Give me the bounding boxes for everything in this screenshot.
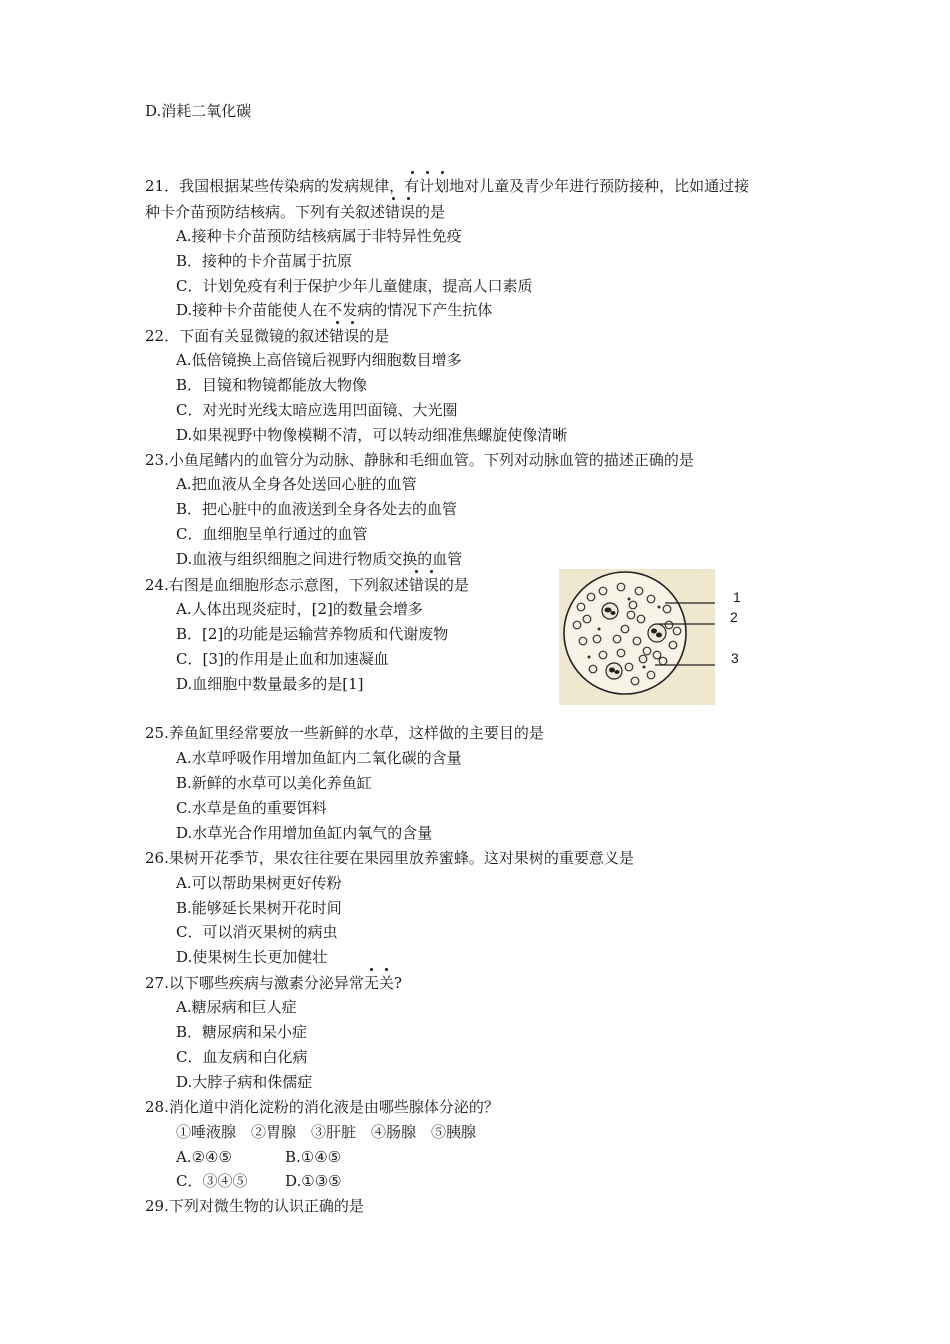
q27-option-a: A.糖尿病和巨人症 — [176, 998, 297, 1016]
emphasis-char: 划 — [434, 177, 450, 195]
blood-smear-illustration — [559, 569, 715, 705]
q22-option-a: A.低倍镜换上高倍镜后视野内细胞数目增多 — [176, 351, 462, 369]
q23-option-c: C．血细胞呈单行通过的血管 — [176, 525, 368, 543]
q21-option-a: A.接种卡介苗预防结核病属于非特异性免疫 — [176, 227, 462, 245]
q28-option-b: B.①④⑤ — [285, 1148, 342, 1166]
emphasis-char: 错 — [408, 576, 424, 594]
emphasis-char: 关 — [378, 974, 394, 992]
question-25-stem: 25.养鱼缸里经常要放一些新鲜的水草，这样做的主要目的是 — [145, 724, 544, 742]
q25-option-b: B.新鲜的水草可以美化养鱼缸 — [176, 774, 372, 792]
emphasis-char: 误 — [344, 327, 360, 345]
question-27-stem: 27.以下哪些疾病与激素分泌异常无关? — [145, 974, 402, 992]
emphasis-char: 计 — [419, 177, 435, 195]
emphasis-char: 错 — [329, 327, 345, 345]
question-22-stem: 22．下面有关显微镜的叙述错误的是 — [145, 327, 390, 345]
q24-option-a: A.人体出现炎症时，[2]的数量会增多 — [176, 600, 423, 618]
q27-option-b: B．糖尿病和呆小症 — [176, 1023, 308, 1041]
q25-option-c: C.水草是鱼的重要饵料 — [176, 799, 327, 817]
q21-option-d: D.接种卡介苗能使人在不发病的情况下产生抗体 — [176, 301, 493, 319]
question-23-stem: 23.小鱼尾鳍内的血管分为动脉、静脉和毛细血管。下列对动脉血管的描述正确的是 — [145, 451, 694, 469]
q26-option-d: D.使果树生长更加健壮 — [176, 948, 328, 966]
question-24-stem: 24.右图是血细胞形态示意图，下列叙述错误的是 — [145, 576, 469, 594]
question-21-stem-line1: 21．我国根据某些传染病的发病规律，有计划地对儿童及青少年进行预防接种，比如通过接 — [145, 177, 750, 195]
emphasis-char: 误 — [400, 203, 416, 221]
question-26-stem: 26.果树开花季节，果农往往要在果园里放养蜜蜂。这对果树的重要意义是 — [145, 849, 634, 867]
q28-option-a: A.②④⑤ — [176, 1148, 232, 1166]
q24-option-c: C．[3]的作用是止血和加速凝血 — [176, 650, 389, 668]
q21-option-c: C．计划免疫有利于保护少年儿童健康，提高人口素质 — [176, 277, 533, 295]
q24-option-b: B．[2]的功能是运输营养物质和代谢废物 — [176, 625, 449, 643]
question-21-stem-line2: 种卡介苗预防结核病。下列有关叙述错误的是 — [145, 203, 446, 221]
q28-option-d: D.①③⑤ — [285, 1172, 342, 1190]
emphasis-char: 误 — [423, 576, 439, 594]
q22-option-b: B．目镜和物镜都能放大物像 — [176, 376, 368, 394]
q23-option-a: A.把血液从全身各处送回心脏的血管 — [176, 475, 417, 493]
emphasis-char: 无 — [363, 974, 379, 992]
figure-label-2: 2 — [730, 609, 738, 625]
q25-option-a: A.水草呼吸作用增加鱼缸内二氧化碳的含量 — [176, 749, 462, 767]
question-29-stem: 29.下列对微生物的认识正确的是 — [145, 1197, 364, 1215]
q27-option-d: D.大脖子病和侏儒症 — [176, 1073, 313, 1091]
q27-option-c: C．血友病和白化病 — [176, 1048, 308, 1066]
q25-option-d: D.水草光合作用增加鱼缸内氧气的含量 — [176, 824, 433, 842]
top-option: D.消耗二氧化碳 — [145, 102, 252, 120]
q22-option-d: D.如果视野中物像模糊不清，可以转动细准焦螺旋使像清晰 — [176, 426, 568, 444]
q26-option-b: B.能够延长果树开花时间 — [176, 899, 342, 917]
q28-option-c: C．③④⑤ — [176, 1172, 248, 1190]
q23-option-d: D.血液与组织细胞之间进行物质交换的血管 — [176, 550, 463, 568]
q23-option-b: B．把心脏中的血液送到全身各处去的血管 — [176, 500, 458, 518]
q28-gland-list: ①唾液腺 ②胃腺 ③肝脏 ④肠腺 ⑤胰腺 — [176, 1123, 477, 1141]
blood-cell-figure — [559, 569, 715, 705]
q26-option-c: C．可以消灭果树的病虫 — [176, 923, 338, 941]
q24-option-d: D.血细胞中数量最多的是[1] — [176, 675, 364, 693]
figure-label-3: 3 — [731, 650, 739, 666]
question-28-stem: 28.消化道中消化淀粉的消化液是由哪些腺体分泌的？ — [145, 1098, 499, 1116]
emphasis-char: 错 — [385, 203, 401, 221]
q26-option-a: A.可以帮助果树更好传粉 — [176, 874, 342, 892]
emphasis-char: 有 — [404, 177, 420, 195]
q21-option-b: B．接种的卡介苗属于抗原 — [176, 252, 353, 270]
q22-option-c: C．对光时光线太暗应选用凹面镜、大光圈 — [176, 401, 458, 419]
figure-label-1: 1 — [733, 589, 741, 605]
